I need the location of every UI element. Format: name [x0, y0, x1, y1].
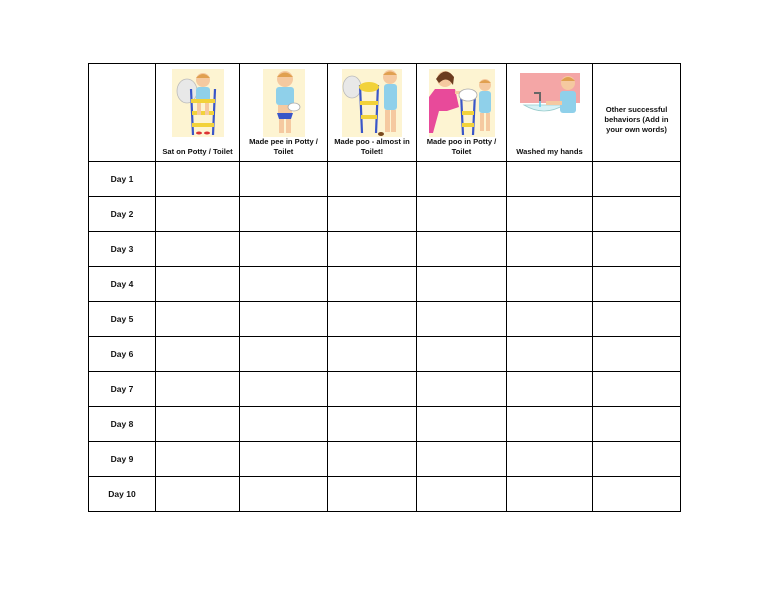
tracking-cell[interactable]	[593, 197, 681, 232]
tracking-cell[interactable]	[507, 232, 593, 267]
day-row	[89, 337, 681, 372]
child-peeing-icon	[261, 67, 307, 139]
tracking-cell[interactable]	[507, 267, 593, 302]
day-label: Day 8	[89, 407, 156, 442]
day-row	[89, 232, 681, 267]
tracking-cell[interactable]	[507, 302, 593, 337]
tracking-cell[interactable]	[328, 337, 417, 372]
day-row	[89, 407, 681, 442]
day-row	[89, 302, 681, 337]
tracking-cell[interactable]	[417, 162, 507, 197]
column-caption: Sat on Potty / Toilet	[162, 147, 233, 156]
day-row	[89, 372, 681, 407]
child-washing-hands-icon	[518, 67, 582, 131]
tracking-cell[interactable]	[507, 197, 593, 232]
potty-training-chart	[88, 63, 681, 512]
tracking-cell[interactable]	[156, 337, 240, 372]
tracking-cell[interactable]	[240, 197, 328, 232]
column-caption: Washed my hands	[516, 147, 583, 156]
day-label: Day 2	[89, 197, 156, 232]
tracking-cell[interactable]	[507, 162, 593, 197]
day-label: Day 3	[89, 232, 156, 267]
tracking-cell[interactable]	[328, 302, 417, 337]
tracking-cell[interactable]	[417, 372, 507, 407]
tracking-cell[interactable]	[156, 267, 240, 302]
tracking-cell[interactable]	[328, 442, 417, 477]
column-caption: Made pee in Potty / Toilet	[249, 137, 318, 156]
day-label: Day 9	[89, 442, 156, 477]
tracking-cell[interactable]	[417, 337, 507, 372]
tracking-cell[interactable]	[240, 162, 328, 197]
column-header-washed-hands	[507, 64, 593, 162]
potty-ladder-with-poo-icon	[340, 67, 404, 139]
column-caption: Made poo - almost in Toilet!	[334, 137, 410, 156]
tracking-cell[interactable]	[240, 477, 328, 512]
tracking-cell[interactable]	[240, 302, 328, 337]
tracking-cell[interactable]	[417, 197, 507, 232]
child-on-potty-ladder-icon	[169, 67, 227, 139]
day-label: Day 4	[89, 267, 156, 302]
tracking-cell[interactable]	[593, 477, 681, 512]
tracking-cell[interactable]	[417, 477, 507, 512]
column-header-sat-on-potty	[156, 64, 240, 162]
tracking-cell[interactable]	[593, 372, 681, 407]
tracking-cell[interactable]	[593, 302, 681, 337]
day-row	[89, 267, 681, 302]
column-header-poo-almost	[328, 64, 417, 162]
tracking-cell[interactable]	[507, 372, 593, 407]
day-label: Day 5	[89, 302, 156, 337]
tracking-cell[interactable]	[593, 162, 681, 197]
day-row	[89, 197, 681, 232]
tracking-cell[interactable]	[593, 267, 681, 302]
tracking-cell[interactable]	[328, 232, 417, 267]
tracking-cell[interactable]	[156, 407, 240, 442]
tracking-cell[interactable]	[156, 372, 240, 407]
day-label: Day 7	[89, 372, 156, 407]
day-row	[89, 162, 681, 197]
tracking-cell[interactable]	[417, 302, 507, 337]
corner-cell	[89, 64, 156, 162]
tracking-cell[interactable]	[156, 302, 240, 337]
tracking-cell[interactable]	[417, 267, 507, 302]
tracking-cell[interactable]	[156, 162, 240, 197]
tracking-cell[interactable]	[240, 407, 328, 442]
tracking-cell[interactable]	[417, 232, 507, 267]
tracking-cell[interactable]	[417, 407, 507, 442]
column-caption: Made poo in Potty / Toilet	[426, 137, 497, 156]
tracking-cell[interactable]	[593, 337, 681, 372]
tracking-cell[interactable]	[507, 337, 593, 372]
tracking-cell[interactable]	[240, 232, 328, 267]
tracking-cell[interactable]	[156, 477, 240, 512]
tracking-cell[interactable]	[240, 442, 328, 477]
tracking-cell[interactable]	[593, 442, 681, 477]
day-row	[89, 477, 681, 512]
day-label: Day 6	[89, 337, 156, 372]
tracking-cell[interactable]	[593, 232, 681, 267]
tracking-cell[interactable]	[328, 477, 417, 512]
day-rows	[89, 162, 681, 512]
column-header-made-poo	[417, 64, 507, 162]
tracking-cell[interactable]	[156, 442, 240, 477]
tracking-cell[interactable]	[328, 162, 417, 197]
day-label: Day 10	[89, 477, 156, 512]
tracking-cell[interactable]	[240, 372, 328, 407]
tracking-cell[interactable]	[156, 197, 240, 232]
tracking-cell[interactable]	[328, 267, 417, 302]
parent-helping-child-icon	[427, 67, 497, 139]
tracking-cell[interactable]	[507, 477, 593, 512]
tracking-cell[interactable]	[593, 407, 681, 442]
tracking-cell[interactable]	[156, 232, 240, 267]
day-label: Day 1	[89, 162, 156, 197]
tracking-cell[interactable]	[240, 337, 328, 372]
tracking-cell[interactable]	[417, 442, 507, 477]
day-row	[89, 442, 681, 477]
tracking-cell[interactable]	[328, 407, 417, 442]
tracking-cell[interactable]	[507, 442, 593, 477]
column-caption: Other successful behaviors (Add in your own words)	[604, 104, 669, 134]
tracking-cell[interactable]	[328, 372, 417, 407]
column-header-other-behaviors	[593, 64, 681, 162]
header-row	[89, 64, 681, 162]
tracking-cell[interactable]	[240, 267, 328, 302]
column-header-made-pee	[240, 64, 328, 162]
tracking-cell[interactable]	[328, 197, 417, 232]
tracking-cell[interactable]	[507, 407, 593, 442]
